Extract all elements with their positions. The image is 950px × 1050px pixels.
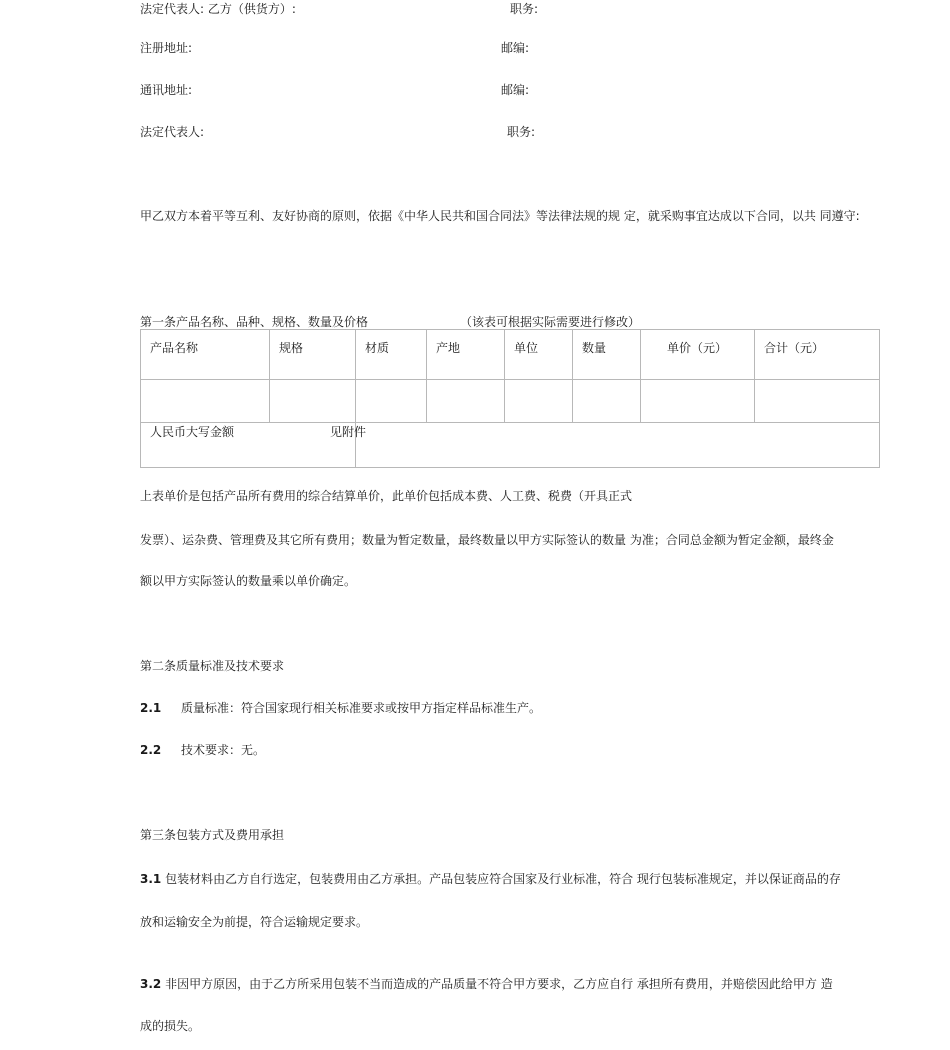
legal-rep-label-party-b: 法定代表人: 乙方（供货方）: <box>140 2 296 16</box>
position-label-2: 职务: <box>507 125 536 139</box>
table-cell <box>141 380 270 423</box>
header-unit-price: 单价（元） <box>641 330 755 380</box>
clause-3-1-text: 包装材料由乙方自行选定，包装费用由乙方承担。产品包装应符合国家及行业标准，符合 现行包装标准规定，并以保证商品的存 <box>165 872 841 886</box>
table-row <box>141 380 880 423</box>
table-cell <box>573 380 641 423</box>
header-unit: 单位 <box>505 330 573 380</box>
header-origin: 产地 <box>427 330 505 380</box>
article-2-title: 第二条质量标准及技术要求 <box>140 659 285 673</box>
product-price-table <box>140 329 880 468</box>
table-cell <box>755 380 880 423</box>
legal-rep-label: 法定代表人: <box>140 125 205 139</box>
unit-price-note-line2: 发票）、运杂费、管理费及其它所有费用；数量为暂定数量，最终数量以甲方实际签认的数量 为准；合同总金额为暂定金额，最终金 <box>140 533 834 547</box>
table-cell <box>427 380 505 423</box>
header-specification: 规格 <box>270 330 356 380</box>
unit-price-note-line1: 上表单价是包括产品所有费用的综合结算单价，此单价包括成本费、人工费、税费（开具正式 <box>140 489 633 503</box>
article-3-title: 第三条包装方式及费用承担 <box>140 828 285 842</box>
table-cell <box>505 380 573 423</box>
clause-3-2-line1 <box>140 977 833 991</box>
total-amount-value: 见附件 <box>330 425 367 439</box>
unit-price-note-line3: 额以甲方实际签认的数量乘以单价确定。 <box>140 574 357 588</box>
clause-3-2-line2: 成的损失。 <box>140 1019 201 1033</box>
header-material: 材质 <box>356 330 427 380</box>
postcode-label-1: 邮编: <box>501 41 530 55</box>
table-cell <box>270 380 356 423</box>
article-1-note: （该表可根据实际需要进行修改） <box>460 315 641 329</box>
postcode-label-2: 邮编: <box>501 83 530 97</box>
header-quantity: 数量 <box>573 330 641 380</box>
clause-3-1-number: 3.1 <box>140 872 162 886</box>
total-amount-cell <box>141 423 367 468</box>
clause-3-1-line1 <box>140 872 841 886</box>
clause-2-1-number: 2.1 <box>140 701 162 715</box>
clause-2-2-number: 2.2 <box>140 743 162 757</box>
table-cell <box>641 380 755 423</box>
table-total-row <box>141 423 880 468</box>
article-1-title: 第一条产品名称、品种、规格、数量及价格 <box>140 315 369 329</box>
clause-3-2-text: 非因甲方原因，由于乙方所采用包装不当而造成的产品质量不符合甲方要求，乙方应自行 承担所有费用，并赔偿因此给甲方 造 <box>165 977 833 991</box>
position-label-1: 职务: <box>510 2 539 16</box>
clause-3-1-line2: 放和运输安全为前提，符合运输规定要求。 <box>140 915 369 929</box>
clause-2-2-text: 技术要求：无。 <box>181 743 266 757</box>
header-total: 合计（元） <box>755 330 880 380</box>
total-amount-blank-cell <box>356 423 880 468</box>
table-cell <box>356 380 427 423</box>
contract-preamble: 甲乙双方本着平等互利、友好协商的原则，依据《中华人民共和国合同法》等法律法规的规 定，就采购事宜达成以下合同，以共 同遵守: <box>140 209 860 223</box>
registered-address-label: 注册地址: <box>140 41 193 55</box>
total-amount-label: 人民币大写金额 <box>150 425 235 439</box>
clause-3-2-number: 3.2 <box>140 977 162 991</box>
header-product-name: 产品名称 <box>141 330 270 380</box>
table-header-row <box>141 330 880 380</box>
clause-2-1-text: 质量标准：符合国家现行相关标准要求或按甲方指定样品标准生产。 <box>181 701 542 715</box>
mailing-address-label: 通讯地址: <box>140 83 193 97</box>
